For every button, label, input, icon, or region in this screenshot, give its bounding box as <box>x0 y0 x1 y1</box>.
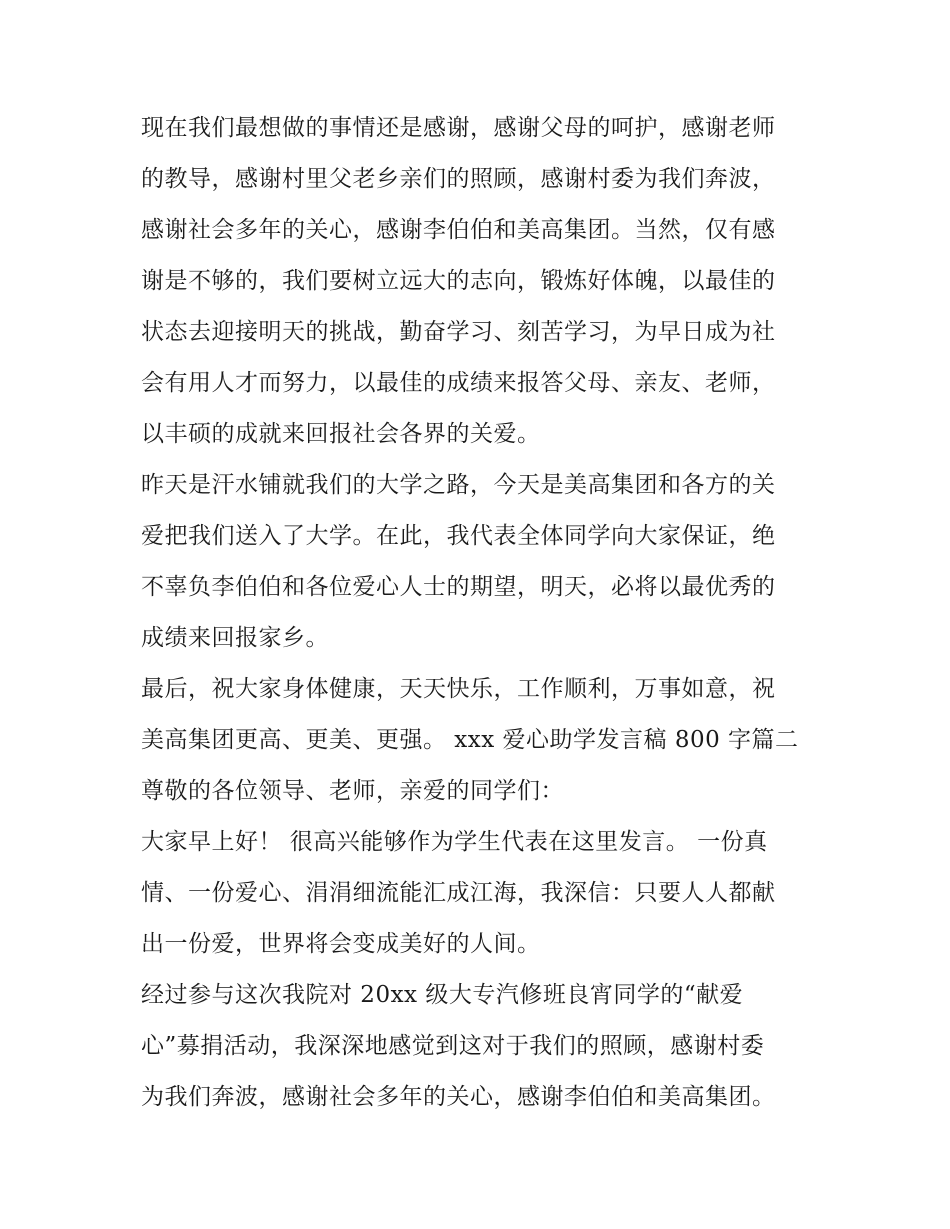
text-line: 美高集团更高、更美、更强。 xxx 爱心助学发言稿 800 字篇二 <box>141 727 799 753</box>
text-line: 大家早上好！ 很高兴能够作为学生代表在这里发言。 一份真 <box>141 829 768 855</box>
text-line: 情、一份爱心、涓涓细流能汇成江海，我深信：只要人人都献 <box>141 880 776 906</box>
text-line: 的教导，感谢村里父老乡亲们的照顾，感谢村委为我们奔波， <box>141 166 776 192</box>
text-line: 经过参与这次我院对 20xx 级大专汽修班良宵同学的“献爱 <box>141 982 744 1008</box>
text-line: 感谢社会多年的关心，感谢李伯伯和美高集团。当然，仅有感 <box>141 217 776 243</box>
text-line: 谢是不够的，我们要树立远大的志向，锻炼好体魄，以最佳的 <box>141 268 776 294</box>
text-line: 不辜负李伯伯和各位爱心人士的期望，明天，必将以最优秀的 <box>141 574 776 600</box>
text-line: 以丰硕的成就来回报社会各界的关爱。 <box>141 421 541 447</box>
text-line: 为我们奔波，感谢社会多年的关心，感谢李伯伯和美高集团。 <box>141 1084 776 1110</box>
text-line: 现在我们最想做的事情还是感谢，感谢父母的呵护，感谢老师 <box>141 115 776 141</box>
text-line: 出一份爱，世界将会变成美好的人间。 <box>141 931 541 957</box>
text-line: 成绩来回报家乡。 <box>141 625 329 651</box>
text-line: 昨天是汗水铺就我们的大学之路，今天是美高集团和各方的关 <box>141 472 776 498</box>
text-line: 状态去迎接明天的挑战，勤奋学习、刻苦学习，为早日成为社 <box>141 319 776 345</box>
text-line: 爱把我们送入了大学。在此，我代表全体同学向大家保证，绝 <box>141 523 776 549</box>
text-line: 最后，祝大家身体健康，天天快乐，工作顺利，万事如意，祝 <box>141 676 776 702</box>
text-line: 尊敬的各位领导、老师，亲爱的同学们： <box>141 778 564 804</box>
text-line: 会有用人才而努力，以最佳的成绩来报答父母、亲友、老师， <box>141 370 776 396</box>
text-line: 心”募捐活动，我深深地感觉到这对于我们的照顾，感谢村委 <box>141 1033 765 1059</box>
